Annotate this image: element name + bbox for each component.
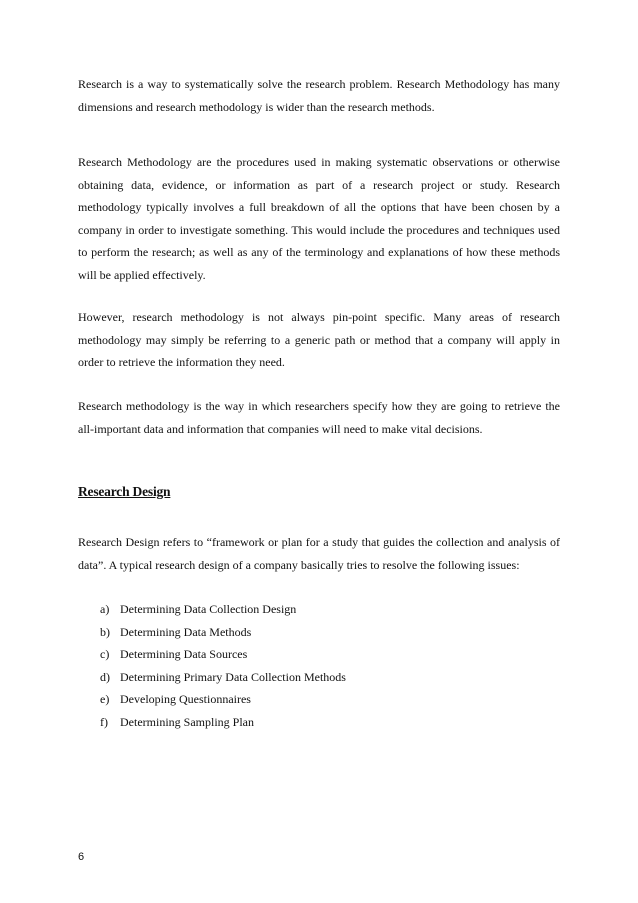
page-number: 6 <box>78 851 85 863</box>
section-heading-research-design: Research Design <box>78 484 171 499</box>
list-item <box>100 598 346 621</box>
list-marker: f) <box>100 714 108 729</box>
paragraph-methodology-not-specific: However, research methodology is not always pin-point specific. Many areas of research methodology may simply be referring to a generic path or method that a company will apply in order to retrieve the information they need. <box>78 310 560 369</box>
list-marker: d) <box>100 669 110 684</box>
paragraph-research-definition: Research is a way to systematically solve the research problem. Research Methodology has many dimensions and research methodology is wider than the research methods. <box>78 77 560 114</box>
list-item <box>100 666 346 689</box>
list-item-text: Determining Data Methods <box>120 624 252 639</box>
list-item-text: Determining Data Sources <box>120 647 248 661</box>
list-item <box>100 643 346 666</box>
list-marker: b) <box>100 624 110 639</box>
list-item-text: Determining Sampling Plan <box>120 714 254 729</box>
list-item-text: Developing Questionnaires <box>120 692 251 706</box>
list-marker: a) <box>100 602 110 616</box>
list-marker: c) <box>100 647 110 661</box>
list-marker: e) <box>100 692 110 706</box>
list-item-text: Determining Data Collection Design <box>120 602 297 616</box>
paragraph-methodology-way: Research methodology is the way in which researchers specify how they are going to retrieve the all-important data and information that companies will need to make vital decisions. <box>78 399 560 436</box>
paragraph-methodology-procedures: Research Methodology are the procedures used in making systematic observations or otherwise obtaining data, evidence, or information as part of a research project or study. Research methodology typically involves a full breakdown of all the options that have been chosen by a company in order to investigate something. This would include the procedures and techniques used to perform the research; as well as any of the terminology and explanations of how these methods will be applied effectively. <box>78 155 560 282</box>
paragraph-research-design: Research Design refers to “framework or plan for a study that guides the collection and analysis of data”. A typical research design of a company basically tries to resolve the following issues: <box>78 535 560 572</box>
list-item <box>100 621 346 644</box>
list-item <box>100 711 346 734</box>
list-item-text: Determining Primary Data Collection Methods <box>120 669 346 684</box>
research-design-issues-list <box>100 598 346 733</box>
list-item <box>100 688 346 711</box>
